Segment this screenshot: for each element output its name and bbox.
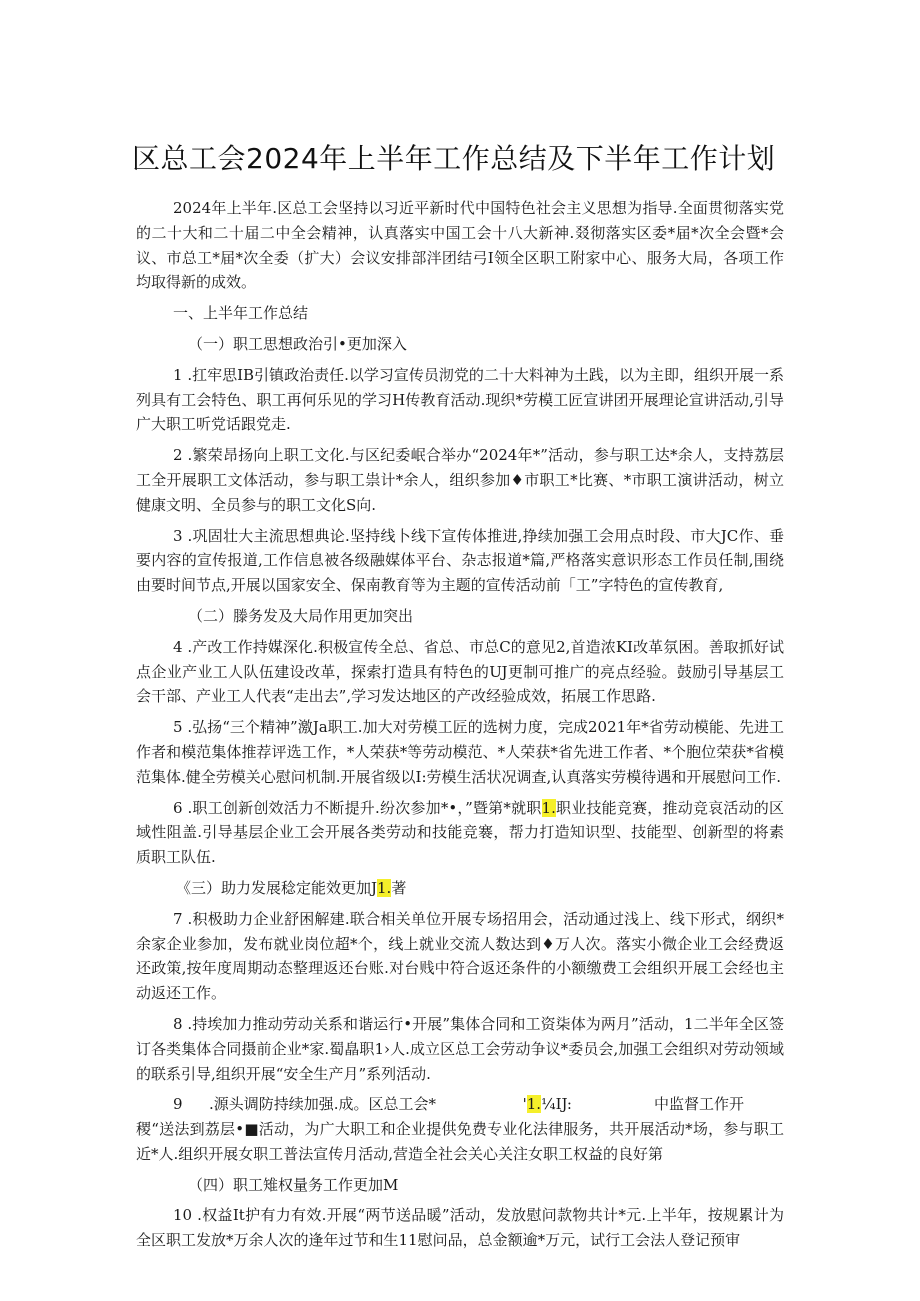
item-6-text-b: 职业技能竞赛，推动竞哀活动的区域性阻盖.引导基层企业工会开展各类劳动和技能竞褰，帮力打造知识型、技能型、创新型的将素质职工队伍.: [136, 798, 784, 867]
item-9-quote: ': [522, 1095, 527, 1114]
paragraph-item-5: 5 .弘扬“三个精神”激Ja职工.加大对劳模工匠的选树力度，完成2021年*省劳动模能、先进工作者和模范集体推荐评选工作，*人荣获*等劳动模范、*人荣获*省先进工作者、*个胞位荣获*省模范集体.健全劳模关心慰问机制.开展省级以I:劳模生活状况调查,认真落实劳模待遇和开展慰问工作.: [136, 718, 784, 786]
subsection-heading-1: （一）职工思想政治引•更加深入: [188, 334, 407, 353]
subsection-3-text-a: 《三）助力发展稔定能效更加J: [176, 878, 378, 897]
paragraph-item-1: 1 .扛牢思IB引镇政治责任.以学习宣传员沏党的二十大料神为土践，以为主即，组织开展一系列具有工会特色、职工再何乐见的学习H传教育活动.现织*劳模工匠宣讲团开展理论宣讲活动,引导广大职工听党话跟党走.: [136, 365, 784, 434]
item-9-text-c: ¼IJ:: [541, 1095, 572, 1114]
highlighted-text: 1.: [541, 798, 556, 817]
paragraph-item-9-continued: 稷“送法到荔层•■活动，为广大职工和企业提供免费专业化法律服务，共开展活动*场，参与职工近*人.组织开展女职工普法宣传月活动,营造全社会关心关注女职工权益的良好第: [136, 1120, 784, 1163]
paragraph-item-7: 7 .积极助力企业舒困解建.联合相关单位开展专场招用会，活动通过浅上、线下形式，纲织*余家企业参加，发布就业岗位超*个，线上就业交流人数达到♦万人次。落实小微企业工会经费返还政策,按年度周期动态整理返还台账.对台贱中符合返还条件的小额缴费工会组织开展工会经也主动返还工作。: [136, 909, 784, 1003]
paragraph-item-3: 3 .巩固壮大主流思想典论.坚持线卜线下宣传体推进,挣续加强工会用点时段、市大JC作、垂要内容的宣传报道,工作信息被各级融媒体平台、杂志报道*篇,严格落实意识形态工作员任制,围绕由要时间节点,开展以国家安全、保南教育等为主题的宣传活动前「工”字特色的宣传教育,: [136, 526, 784, 595]
section-heading-1: 一、上半年工作总结: [173, 304, 309, 323]
highlighted-text: 1.: [526, 1095, 542, 1114]
paragraph-item-6: [136, 796, 784, 870]
paragraph-item-2: 2 .繁荣昂扬向上职工文化.与区纪委岷合举办“2024年*”活动，参与职工达*余人，支持荔层工全开展职工文体活动，参与职工祟计*余人，组织参加♦市职工*比赛、*市职工演讲活动，树立健康文明、全员参与的职工文化S向.: [136, 446, 784, 514]
item-9-number: 9: [173, 1095, 183, 1114]
item-9-text-a: .源头调防持续加强.成。区总工会*: [209, 1095, 437, 1114]
item-6-text-a: 6 .职工创新创效活力不断提升.纷次参加*•，”暨第*就职: [173, 798, 542, 817]
subsection-3-text-b: 著: [391, 878, 407, 897]
subsection-heading-2: （二）滕务发及大局作用更加突出: [188, 606, 414, 625]
highlighted-text: 1.: [377, 878, 392, 897]
subsection-heading-3: [136, 876, 784, 901]
paragraph-item-10: 10 .权益It护有力有效.开展“两节送品暖”活动，发放慰问款物共计*元.上半年，按规累计为全区职工发放*万余人次的逢年过节和生11慰问品，总金额逾*万元，试行工会法人登记预审: [136, 1206, 784, 1250]
intro-paragraph: 2024年上半年.区总工会坚持以习近平新时代中国特色社会主义思想为指导.全面贯彻落实党的二十大和二十届二中全会精神，认真落实中国工会十八大新神.叕彻落实区委*届*次全会暨*会议、市总工*届*次全委（扩大）会议安排部泮团结弓I领全区职工附家中心、服务大局，各项工作均取得新的成效。: [136, 199, 784, 292]
paragraph-item-4: 4 .产改工作持媒深化.积极宣传全总、省总、市总C的意见2,首造浓KI改革氛困。善取抓好试点企业产业工人队伍建设改革，探索打造具有特色的UJ更制可推广的亮点经验。鼓励引导基层工会干部、产业工人代表“走出去”,学习发达地区的产改经验成效，拓展工作思路.: [136, 637, 784, 706]
item-9-text-b: [447, 1092, 572, 1117]
paragraph-item-8: 8 .持埃加力推动劳动关系和谐运行•开展”集体合同和工资柒体为两月”活动，1二半年全区签订各类集体合同摄前企业*家.蜀皛职1›人.成立区总工会劳动争议*委员会,加强工会组织对劳动领域的联系引导,组织开展“安全生产月”系列活动.: [136, 1014, 784, 1083]
document-title: 区总工会2024年上半年工作总结及下半年工作计划: [132, 142, 776, 175]
paragraph-item-9-first-line: [136, 1092, 784, 1117]
item-9-text-d: 中监督工作开: [654, 1095, 745, 1114]
subsection-heading-4: （四）职工雉权量务工作更加M: [188, 1175, 399, 1194]
document-body: [136, 196, 784, 1253]
